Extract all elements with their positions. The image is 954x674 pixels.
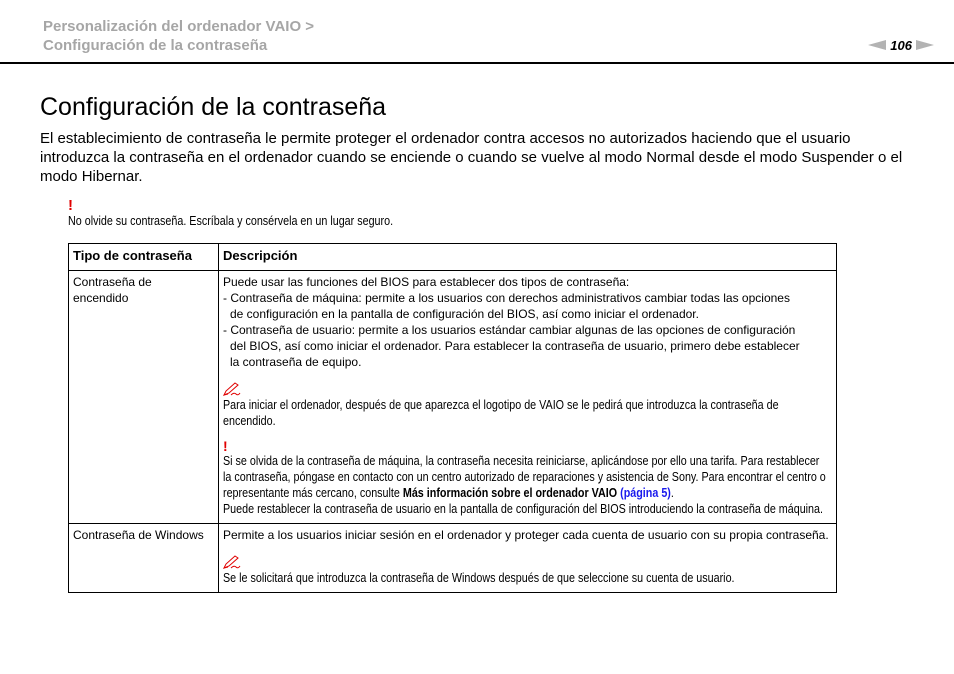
page-title: Configuración de la contraseña	[40, 93, 387, 121]
desc-bullet-cont: del BIOS, así como iniciar el ordenador. Para establecer la contraseña de usuario, primero debe establecer	[230, 339, 800, 353]
desc-text: Permite a los usuarios iniciar sesión en el ordenador y proteger cada cuenta de usuario con su propia contraseña.	[223, 528, 829, 542]
warning-block	[223, 439, 832, 517]
password-table	[68, 243, 837, 593]
warning-text-part: Si se olvida de la contraseña de máquina, la contraseña necesita reiniciarse, aplicándose por ello una tarifa. Para restablecer la contraseña, póngase en contacto con un centro autorizado de reparaciones y asistencia de Sony. Para encontrar el centro o representante más cercano, consulte	[223, 454, 826, 500]
next-page-arrow-icon[interactable]	[916, 40, 934, 50]
page-navigation	[868, 36, 934, 54]
reference-title: Más información sobre el ordenador VAIO	[402, 486, 618, 500]
column-header-description: Descripción	[219, 244, 837, 271]
desc-bullet: - Contraseña de usuario: permite a los usuarios estándar cambiar algunas de las opciones de configuración	[223, 323, 796, 337]
desc-intro: Puede usar las funciones del BIOS para establecer dos tipos de contraseña:	[223, 275, 630, 289]
desc-bullet-cont: de configuración en la pantalla de configuración del BIOS, así como iniciar el ordenador.	[230, 307, 699, 321]
warning-note	[68, 199, 868, 229]
cell-description	[219, 524, 837, 593]
note-block	[223, 555, 832, 586]
prev-page-arrow-icon[interactable]	[868, 40, 886, 50]
note-text: Se le solicitará que introduzca la contraseña de Windows después de que seleccione su cuenta de usuario.	[223, 571, 735, 585]
desc-bullet-cont: la contraseña de equipo.	[230, 355, 362, 369]
cell-type: Contraseña de encendido	[69, 271, 219, 524]
breadcrumb	[43, 17, 314, 55]
desc-bullet: - Contraseña de máquina: permite a los usuarios con derechos administrativos cambiar todas las opciones	[223, 291, 790, 305]
cell-type: Contraseña de Windows	[69, 524, 219, 593]
pencil-note-icon	[223, 382, 241, 396]
note-text: Para iniciar el ordenador, después de que aparezca el logotipo de VAIO se le pedirá que introduzca la contraseña de encendido.	[223, 398, 779, 428]
warning-text-part: Puede restablecer la contraseña de usuario en la pantalla de configuración del BIOS introduciendo la contraseña de máquina.	[223, 502, 824, 516]
table-row	[69, 524, 837, 593]
warning-text-end: .	[670, 486, 674, 500]
warning-text	[223, 453, 829, 517]
intro-paragraph: El establecimiento de contraseña le permite proteger el ordenador contra accesos no autorizados haciendo que el usuario introduzca la contraseña en el ordenador cuando se enciende o cuando se vuelve al modo Normal desde el modo Suspender o el modo Hibernar.	[40, 130, 903, 185]
table-row	[69, 271, 837, 524]
note-block	[223, 382, 832, 429]
warning-text: No olvide su contraseña. Escríbala y consérvela en un lugar seguro.	[68, 214, 394, 228]
table-header-row	[69, 244, 837, 271]
breadcrumb-current: Configuración de la contraseña	[43, 37, 268, 54]
column-header-type: Tipo de contraseña	[69, 244, 219, 271]
page-link[interactable]: (página 5)	[620, 486, 671, 500]
header-divider	[0, 62, 954, 64]
exclamation-icon: !	[223, 438, 228, 454]
page-number: 106	[890, 37, 912, 53]
exclamation-icon: !	[68, 197, 73, 214]
cell-description	[219, 271, 837, 524]
pencil-note-icon	[223, 555, 241, 569]
breadcrumb-section[interactable]: Personalización del ordenador VAIO >	[43, 18, 315, 35]
